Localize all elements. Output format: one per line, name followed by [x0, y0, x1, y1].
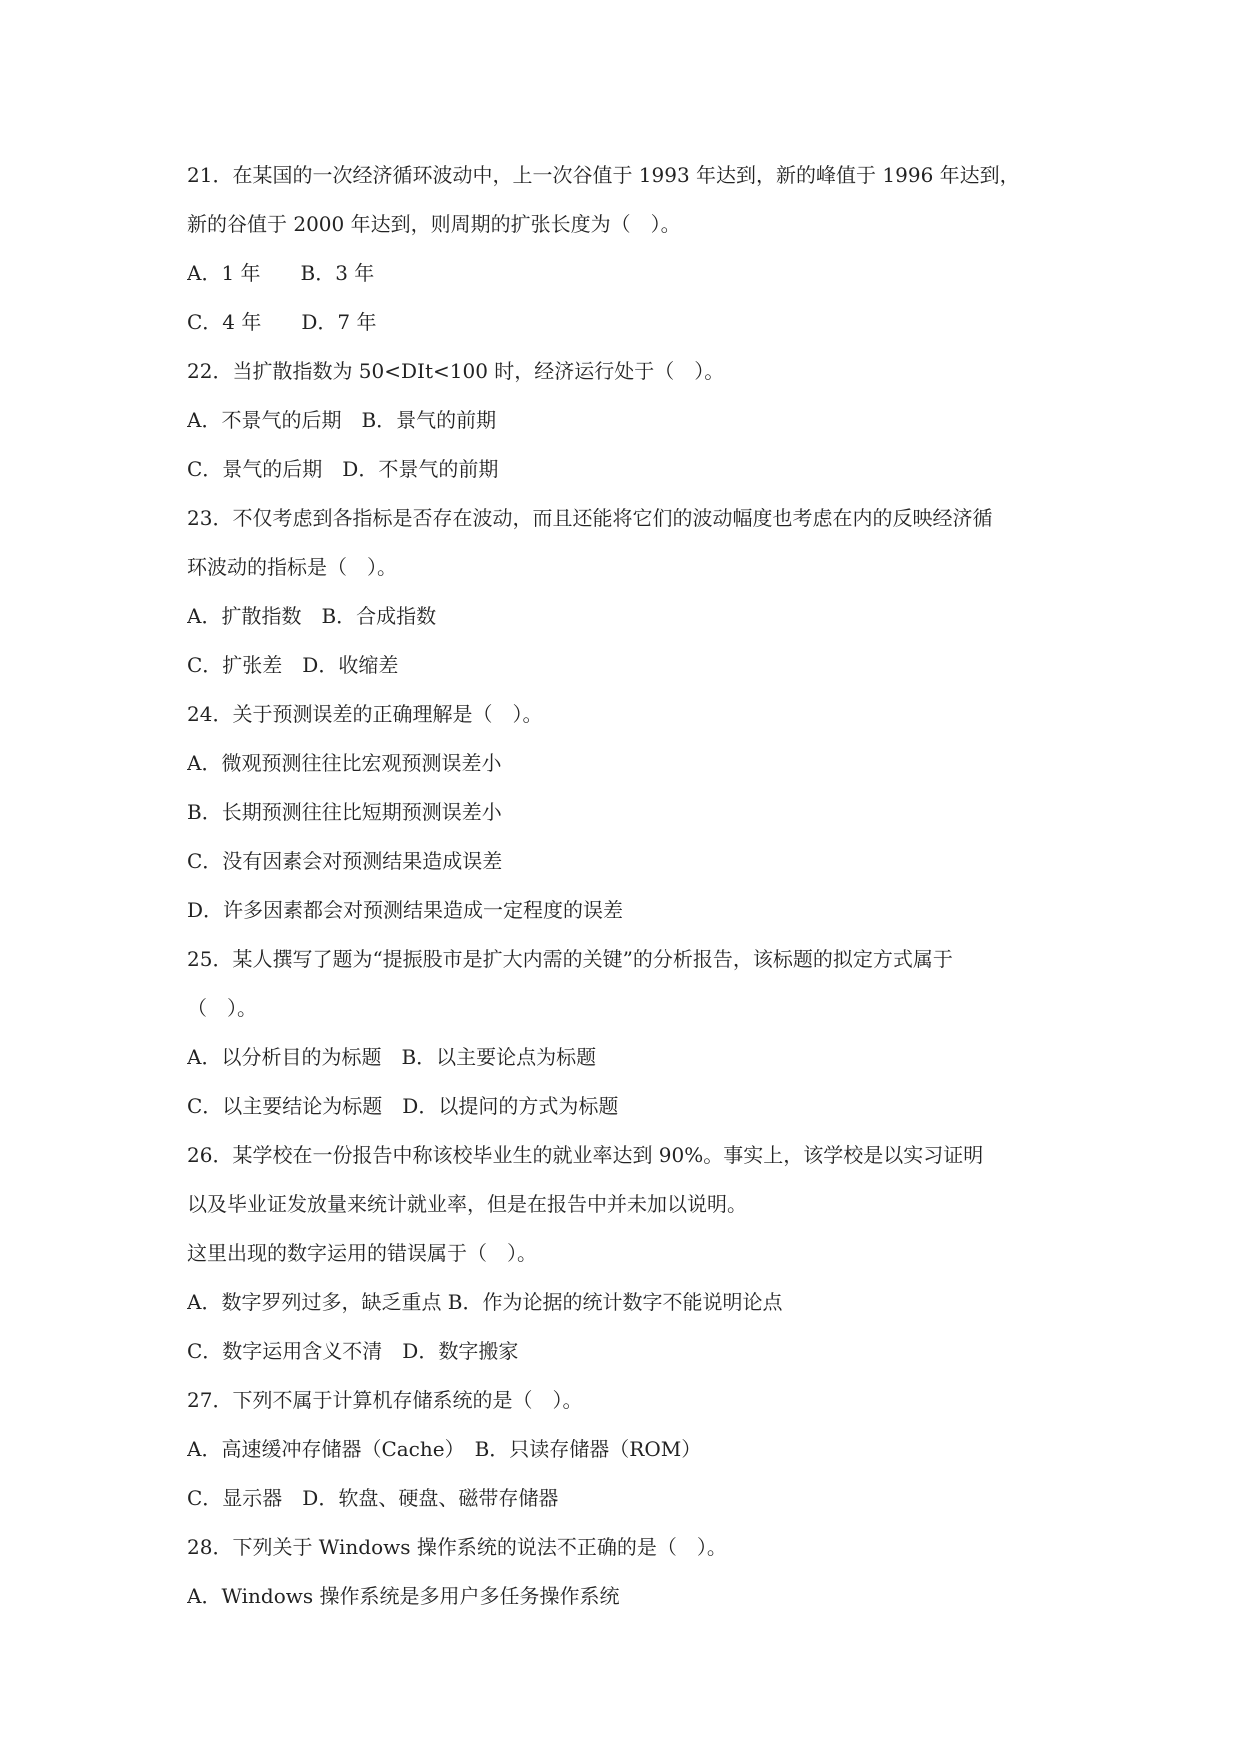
- q23-stem-line-1: 23．不仅考虑到各指标是否存在波动，而且还能将它们的波动幅度也考虑在内的反映经济循: [187, 506, 993, 530]
- q24-option-a: A．微观预测往往比宏观预测误差小: [187, 751, 502, 775]
- q21-stem-line-2: 新的谷值于 2000 年达到，则周期的扩张长度为（ ）。: [187, 212, 681, 236]
- q25-options-cd: C．以主要结论为标题 D．以提问的方式为标题: [187, 1094, 619, 1118]
- q28-stem: 28．下列关于 Windows 操作系统的说法不正确的是（ ）。: [187, 1535, 727, 1559]
- q23-stem-line-2: 环波动的指标是（ ）。: [187, 555, 397, 579]
- q24-option-b: B．长期预测往往比短期预测误差小: [187, 800, 502, 824]
- q28-option-a: A．Windows 操作系统是多用户多任务操作系统: [187, 1584, 620, 1608]
- q22-stem: 22．当扩散指数为 50<DIt<100 时，经济运行处于（ ）。: [187, 359, 725, 383]
- q25-stem-line-2: （ ）。: [187, 996, 257, 1020]
- q26-stem-line-2: 以及毕业证发放量来统计就业率，但是在报告中并未加以说明。: [187, 1192, 747, 1216]
- q27-stem: 27．下列不属于计算机存储系统的是（ ）。: [187, 1388, 583, 1412]
- q26-stem-line-3: 这里出现的数字运用的错误属于（ ）。: [187, 1241, 537, 1265]
- q24-option-c: C．没有因素会对预测结果造成误差: [187, 849, 503, 873]
- q24-stem: 24．关于预测误差的正确理解是（ ）。: [187, 702, 543, 726]
- q23-options-cd: C．扩张差 D．收缩差: [187, 653, 399, 677]
- q27-options-ab: A．高速缓冲存储器（Cache） B．只读存储器（ROM）: [187, 1437, 702, 1461]
- q21-options-ab: A．1 年 B．3 年: [187, 261, 375, 285]
- q22-options-ab: A．不景气的后期 B．景气的前期: [187, 408, 497, 432]
- q21-options-cd: C．4 年 D．7 年: [187, 310, 377, 334]
- q26-options-cd: C．数字运用含义不清 D．数字搬家: [187, 1339, 519, 1363]
- q23-options-ab: A．扩散指数 B．合成指数: [187, 604, 437, 628]
- q26-stem-line-1: 26．某学校在一份报告中称该校毕业生的就业率达到 90%。事实上，该学校是以实习证明: [187, 1143, 984, 1167]
- q22-options-cd: C．景气的后期 D．不景气的前期: [187, 457, 499, 481]
- q25-stem-line-1: 25．某人撰写了题为“提振股市是扩大内需的关键”的分析报告，该标题的拟定方式属于: [187, 947, 953, 971]
- q26-options-ab: A．数字罗列过多，缺乏重点 B．作为论据的统计数字不能说明论点: [187, 1290, 783, 1314]
- question-text-block: [187, 156, 1067, 1626]
- q27-options-cd: C．显示器 D．软盘、硬盘、磁带存储器: [187, 1486, 559, 1510]
- q25-options-ab: A．以分析目的为标题 B．以主要论点为标题: [187, 1045, 597, 1069]
- q24-option-d: D．许多因素都会对预测结果造成一定程度的误差: [187, 898, 624, 922]
- q21-stem-line-1: 21．在某国的一次经济循环波动中，上一次谷值于 1993 年达到，新的峰值于 1996 年达到，: [187, 163, 1020, 187]
